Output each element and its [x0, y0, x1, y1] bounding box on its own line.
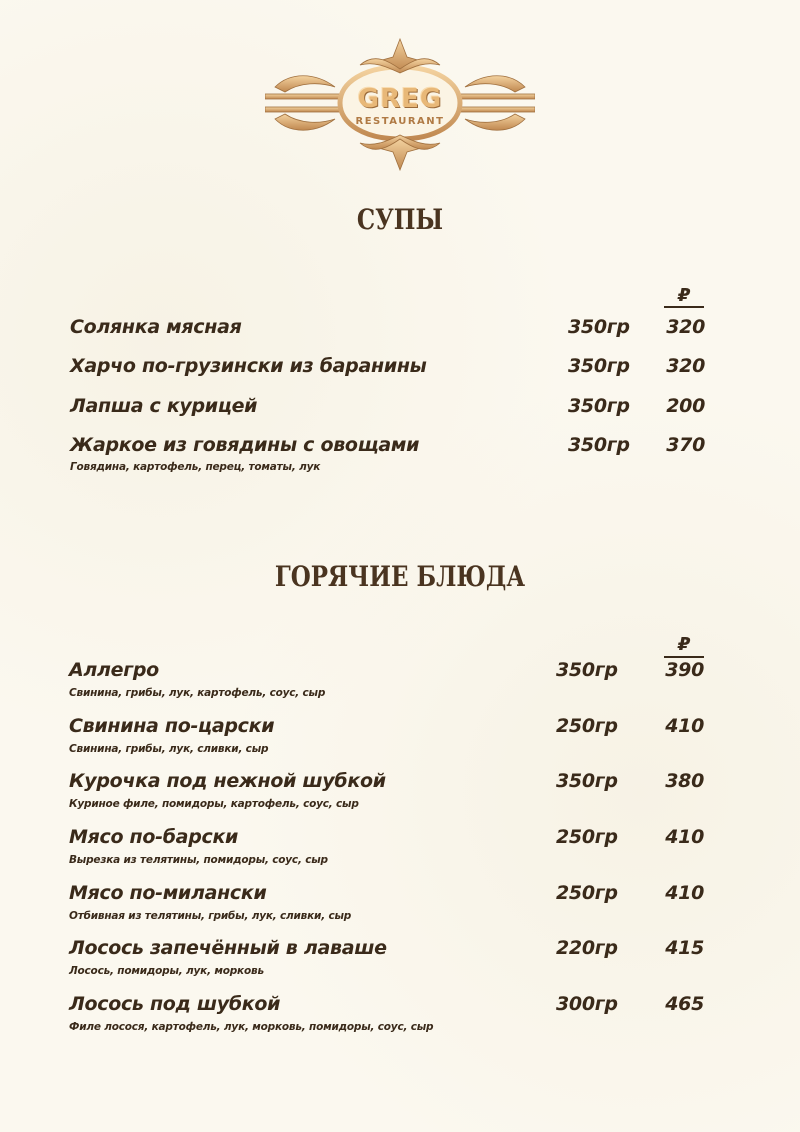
section-title-soups: СУПЫ: [356, 203, 444, 236]
item-weight: 350гр: [568, 316, 630, 338]
item-name: Лосось под шубкой: [69, 993, 281, 1015]
item-name: Жаркое из говядины с овощами: [70, 434, 420, 456]
logo-name: GREG: [357, 84, 443, 114]
item-price: 320: [666, 316, 705, 338]
item-weight: 300гр: [556, 993, 618, 1015]
item-description: Свинина, грибы, лук, картофель, соус, сыр: [69, 687, 326, 699]
item-price: 410: [665, 882, 704, 904]
item-weight: 250гр: [556, 826, 618, 848]
item-price: 200: [666, 395, 705, 417]
item-weight: 350гр: [556, 770, 618, 792]
item-name: Свинина по-царски: [69, 715, 275, 737]
item-weight: 350гр: [568, 355, 630, 377]
currency-header-soups: ₽: [677, 285, 691, 306]
item-price: 380: [665, 770, 704, 792]
item-description: Куриное филе, помидоры, картофель, соус, сыр: [69, 798, 359, 810]
logo-subtitle: RESTAURANT: [355, 116, 445, 127]
item-description: Филе лосося, картофель, лук, морковь, помидоры, соус, сыр: [69, 1021, 434, 1033]
item-name: Лапша с курицей: [70, 395, 258, 417]
section-title-hot-dishes: ГОРЯЧИЕ БЛЮДА: [274, 560, 526, 593]
item-name: Мясо по-барски: [69, 826, 239, 848]
item-price: 390: [665, 659, 704, 681]
currency-underline: [664, 306, 704, 308]
item-name: Курочка под нежной шубкой: [69, 770, 386, 792]
item-weight: 250гр: [556, 882, 618, 904]
item-description: Свинина, грибы, лук, сливки, сыр: [69, 743, 269, 755]
item-price: 410: [665, 715, 704, 737]
item-price: 415: [665, 937, 704, 959]
item-weight: 250гр: [556, 715, 618, 737]
item-description: Вырезка из телятины, помидоры, соус, сыр: [69, 854, 328, 866]
item-name: Лосось запечённый в лаваше: [69, 937, 387, 959]
restaurant-logo: [265, 37, 535, 172]
item-name: Харчо по-грузински из баранины: [70, 355, 427, 377]
item-price: 465: [665, 993, 704, 1015]
item-name: Аллегро: [69, 659, 159, 681]
item-name: Мясо по-милански: [69, 882, 267, 904]
item-name: Солянка мясная: [70, 316, 242, 338]
item-weight: 350гр: [568, 395, 630, 417]
item-description: Говядина, картофель, перец, томаты, лук: [70, 461, 321, 473]
currency-header-hot-dishes: ₽: [677, 634, 691, 655]
currency-underline: [664, 656, 704, 658]
item-weight: 350гр: [556, 659, 618, 681]
item-price: 370: [666, 434, 705, 456]
item-weight: 350гр: [568, 434, 630, 456]
item-price: 320: [666, 355, 705, 377]
item-price: 410: [665, 826, 704, 848]
item-weight: 220гр: [556, 937, 618, 959]
item-description: Лосось, помидоры, лук, морковь: [69, 965, 264, 977]
item-description: Отбивная из телятины, грибы, лук, сливки, сыр: [69, 910, 352, 922]
